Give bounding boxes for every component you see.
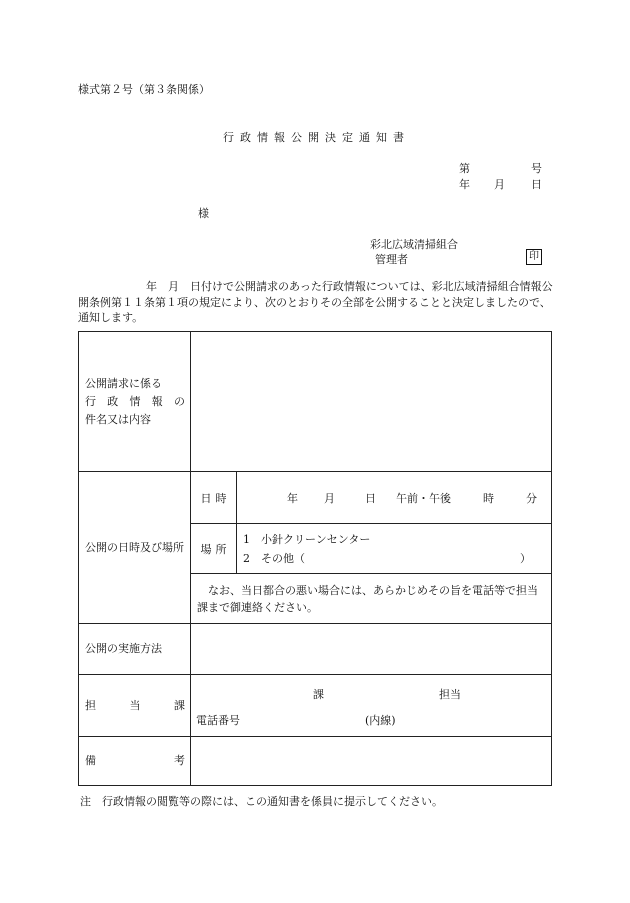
datetime-ampm: 午前・午後 [396,491,451,505]
place-option-center[interactable]: 1 小針クリーンセンター [243,532,371,546]
issue-month-label: 月 [494,178,505,191]
label-char: 行 [85,394,96,408]
extension-label: (内線) [365,713,396,727]
issue-year-label: 年 [459,178,470,191]
label-char: 当 [129,698,141,712]
administrator-title: 管理者 [375,253,408,266]
issue-day-label: 日 [531,178,542,191]
remarks-label-text [85,752,185,770]
department-row [79,675,552,737]
phone-label: 電話番号 [196,713,240,727]
place-option-other-open: 2 その他（ [243,551,305,565]
remarks-row [79,737,552,786]
request-label-line: 件名又は内容 [85,412,151,426]
addressee-honorific: 様 [198,207,209,220]
place-options [237,524,552,574]
method-label: 公開の実施方法 [79,624,191,675]
datetime-day: 日 [365,491,376,505]
datetime-label-text [201,490,227,506]
request-content-row [79,332,552,472]
place-option-other-close: ） [520,551,531,565]
datetime-year: 年 [287,491,298,505]
department-label-text [85,697,185,715]
request-content-label [79,332,191,472]
doc-number-prefix: 第 [459,162,470,175]
request-content-field[interactable] [191,332,552,472]
label-char: 考 [174,754,185,767]
label-char: 所 [215,542,227,556]
label-char: 場 [200,542,212,556]
schedule-label [79,472,191,624]
method-field[interactable] [191,624,552,675]
remarks-label [79,737,191,786]
datetime-hour: 時 [483,491,494,505]
request-label-line: 公開請求に係る [85,376,162,390]
schedule-label-text: 公開の日時及び場所 [85,540,184,554]
form-number: 様式第２号（第３条関係） [78,83,210,96]
place-label [191,524,237,574]
label-char: 情 [129,394,141,408]
label-char: の [174,394,185,408]
place-option-other[interactable] [237,549,551,568]
seal-stamp: 印 [526,249,542,265]
organization-name: 彩北広域清掃組合 [370,238,458,251]
label-char: 報 [151,394,163,408]
remarks-field[interactable] [191,737,552,786]
document-title: 行政情報公開決定通知書 [223,131,410,144]
datetime-month: 月 [324,491,335,505]
label-char: 日 [200,491,212,505]
datetime-row [79,472,552,524]
label-char: 時 [215,491,227,505]
disclosure-form-table [78,331,552,786]
datetime-label [191,472,237,524]
datetime-minute: 分 [526,491,537,505]
label-char: 担 [85,698,96,712]
request-label-line [85,393,185,411]
department-label [79,675,191,737]
method-row [79,624,552,675]
label-char: 課 [174,698,185,712]
label-char: 備 [85,754,96,767]
place-label-text [201,541,227,557]
label-char: 政 [107,394,119,408]
intro-paragraph: 年 月 日付けで公開請求のあった行政情報については、彩北広域清掃組合情報公開条例第１１条第１項の規定により、次のとおりその全部を公開することと決定しましたので、通知します。 [78,280,553,324]
department-section-suffix: 課 [313,687,324,701]
department-field[interactable] [191,675,552,737]
footnote: 注 行政情報の閲覧等の際には、この通知書を係員に提示してください。 [80,795,443,808]
doc-number-suffix: 号 [531,162,542,175]
contact-note: なお、当日都合の悪い場合には、あらかじめその旨を電話等で担当課まで御連絡ください。 [191,574,552,624]
department-person-suffix: 担当 [439,687,461,701]
datetime-field[interactable] [237,472,552,524]
